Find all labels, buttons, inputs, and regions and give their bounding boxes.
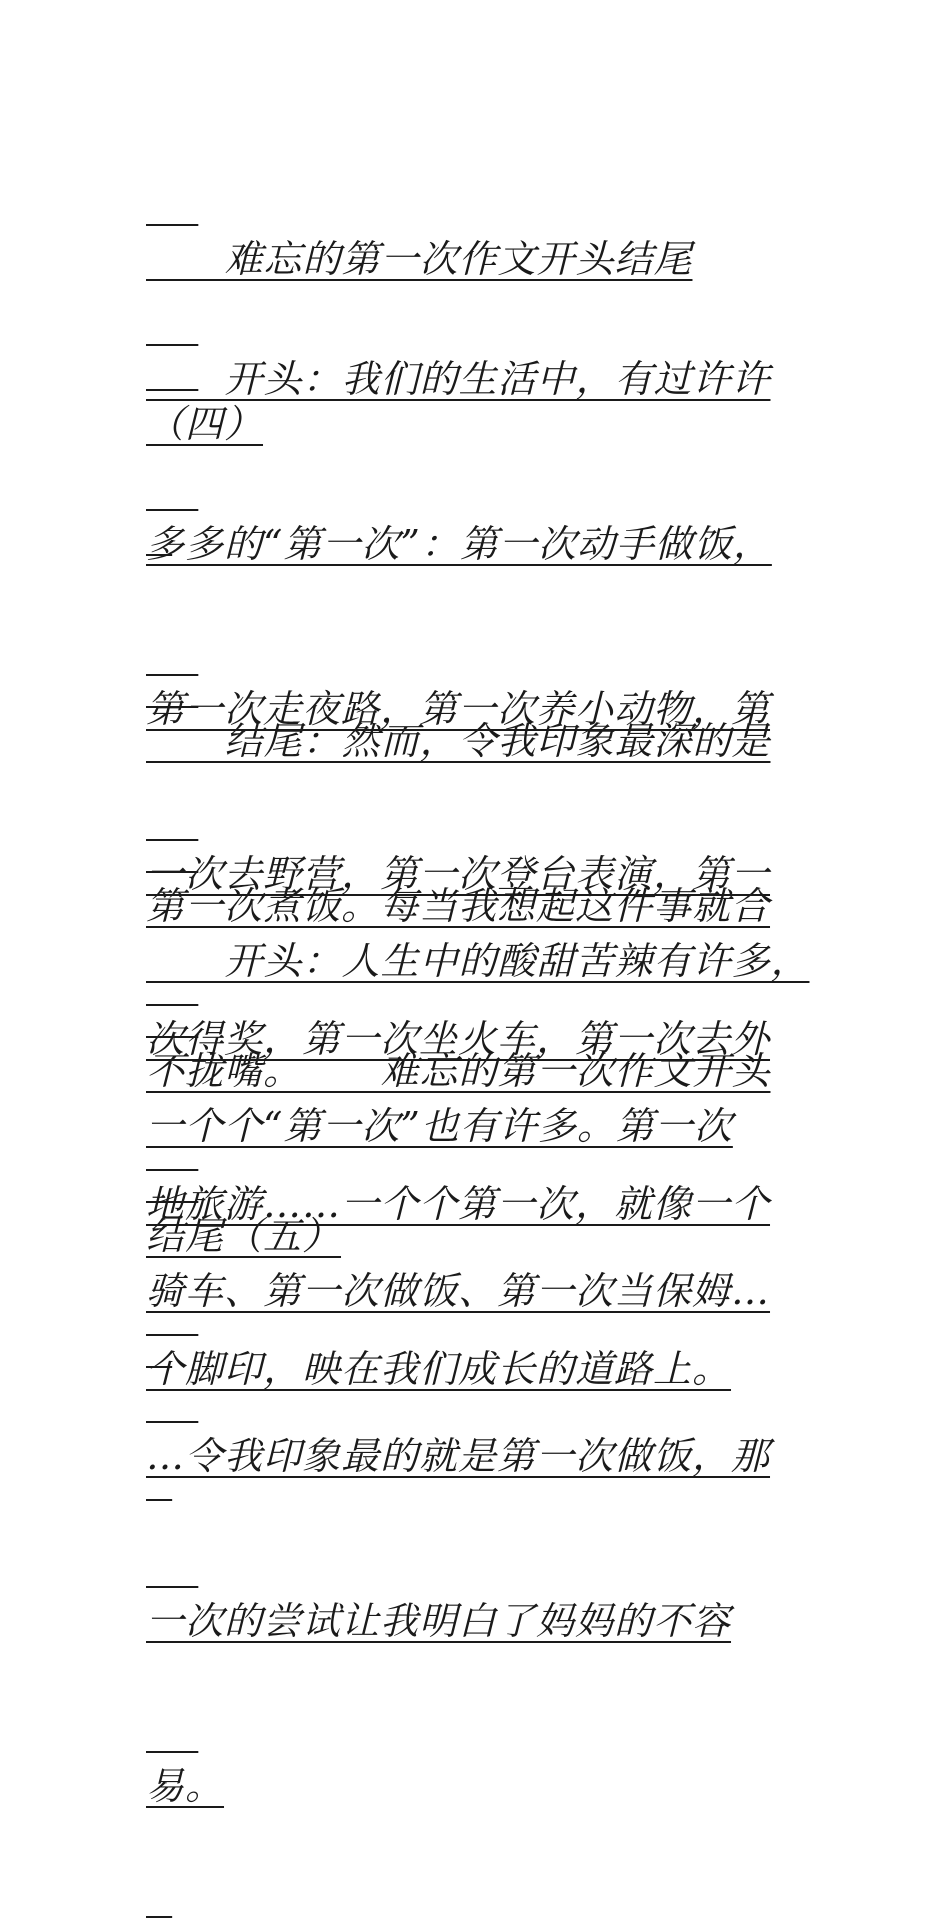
paragraph-line: 骑车、第一次做饭、第一次当保姆… xyxy=(146,1269,771,1313)
paragraph-line: …令我印象最的就是第一次做饭，那 xyxy=(146,1434,771,1478)
paragraph-line: 多多的“第一次”：第一次动手做饭， xyxy=(146,522,772,566)
paragraph-line: 易。 xyxy=(146,1764,225,1808)
paragraph-line: 一个个“第一次”也有许多。第一次 xyxy=(146,1104,733,1148)
paragraph-line: 不拢嘴。 难忘的第一次作文开头 xyxy=(146,1049,771,1093)
paragraph-line: 次得奖，第一次坐火车，第一次去外 xyxy=(146,1017,771,1061)
paragraph-line: 开头：我们的生活中，有过许许 xyxy=(146,357,771,401)
paragraph-line: 结尾：然而，令我印象最深的是 xyxy=(146,719,771,763)
paragraph-opening-5 xyxy=(146,824,846,1924)
paragraph-line: 一次的尝试让我明白了妈妈的不容 xyxy=(146,1599,732,1643)
paragraph-line: 一次去野营，第一次登台表演，第一 xyxy=(146,852,771,896)
paragraph-line: 个脚印，映在我们成长的道路上。 xyxy=(146,1347,732,1391)
title-line-1: 难忘的第一次作文开头结尾 xyxy=(146,237,693,281)
paragraph-line: 第一次煮饭。每当我想起这件事就合 xyxy=(146,884,771,928)
paragraph-line: 地旅游……一个个第一次，就像一个 xyxy=(146,1182,771,1226)
paragraph-line: 开头：人生中的酸甜苦辣有许多， xyxy=(146,939,810,983)
title-line-2: （四） xyxy=(146,402,264,446)
paragraph-line: 第一次走夜路，第一次养小动物，第 xyxy=(146,687,771,731)
paragraph-line: 结尾（五） xyxy=(146,1214,342,1258)
